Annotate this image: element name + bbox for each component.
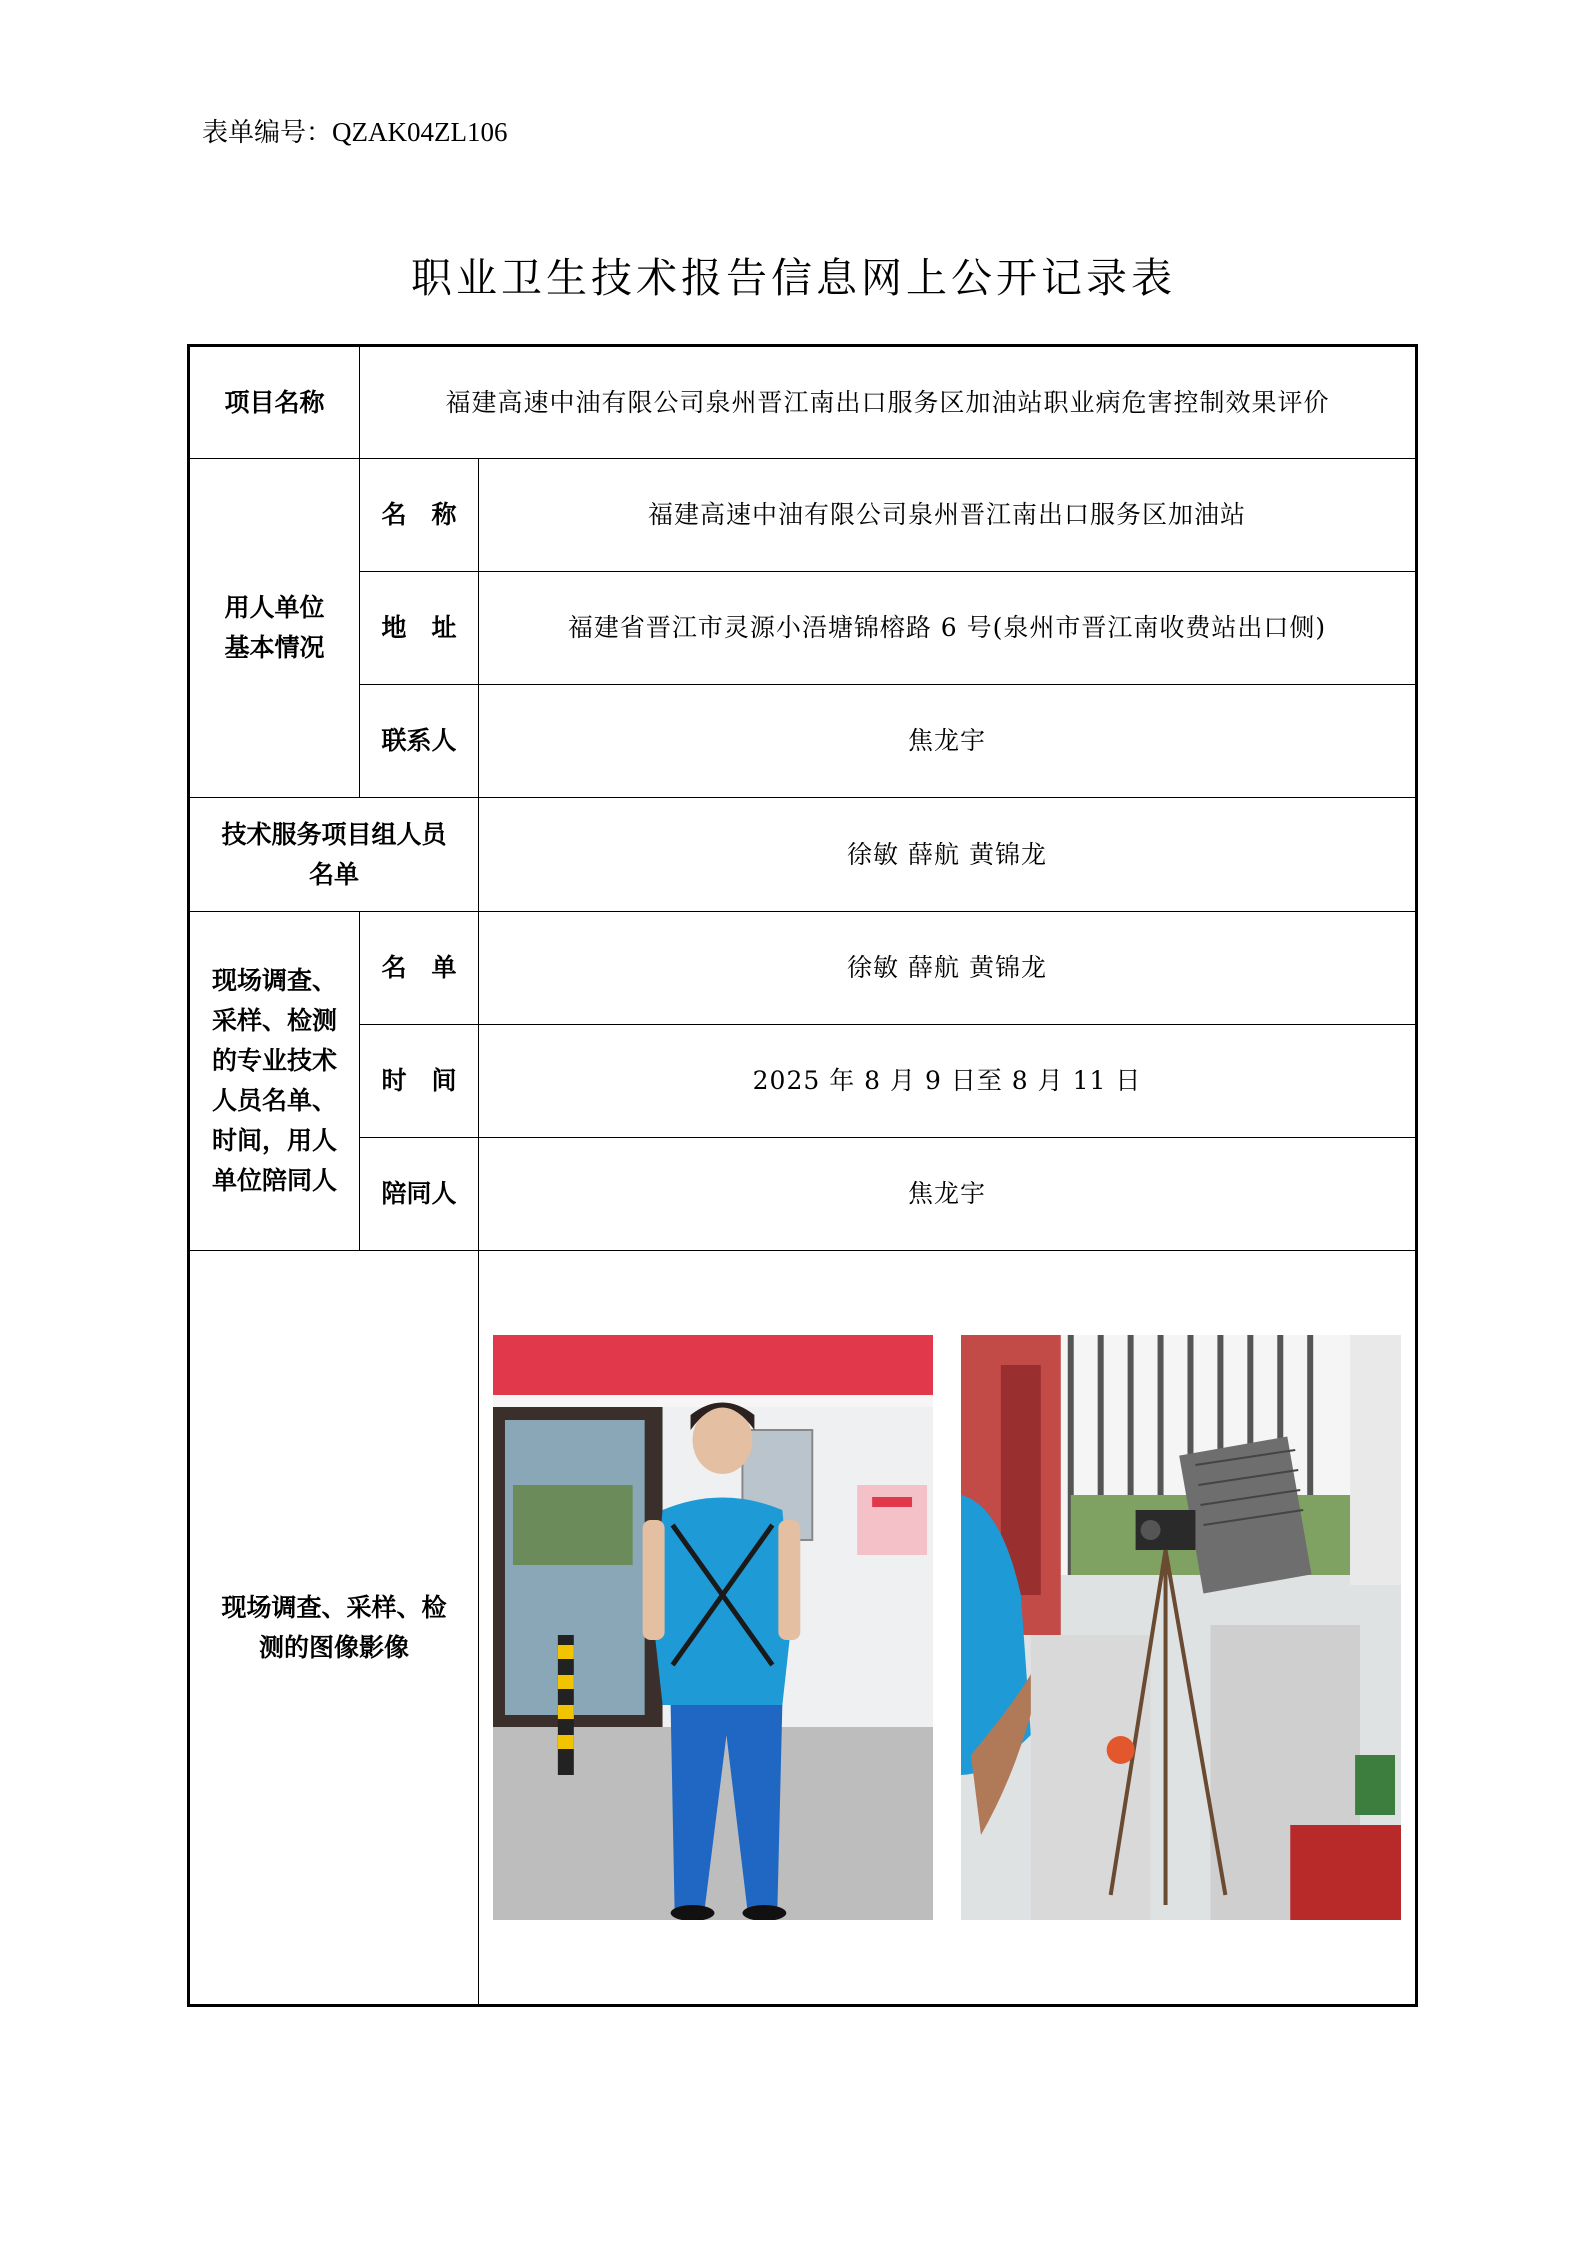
images-label (189, 1251, 479, 2006)
survey-time-value: 2025 年 8 月 9 日至 8 月 11 日 (479, 1025, 1417, 1138)
images-cell (479, 1251, 1417, 2006)
survey-label-line: 时间，用人 (211, 1126, 337, 1155)
survey-label (189, 912, 360, 1251)
record-table (187, 344, 1418, 2007)
survey-escort-value: 焦龙宇 (479, 1138, 1417, 1251)
employer-contact-value: 焦龙宇 (479, 685, 1417, 798)
employer-address-value: 福建省晋江市灵源小浯塘锦榕路 6 号(泉州市晋江南收费站出口侧) (479, 572, 1417, 685)
employer-label-line1: 用人单位 (224, 593, 325, 622)
row-images (189, 1251, 1417, 2006)
row-team (189, 798, 1417, 912)
survey-label-line: 现场调查、 (211, 966, 337, 995)
employer-label-line2: 基本情况 (224, 633, 325, 662)
row-survey-list (189, 912, 1417, 1025)
form-number (202, 112, 508, 149)
row-employer-contact (189, 685, 1417, 798)
employer-label (189, 459, 360, 798)
employer-name-value: 福建高速中油有限公司泉州晋江南出口服务区加油站 (479, 459, 1417, 572)
survey-label-line: 人员名单、 (211, 1086, 337, 1115)
row-survey-time (189, 1025, 1417, 1138)
survey-escort-label: 陪同人 (360, 1138, 479, 1251)
row-project-name (189, 346, 1417, 459)
row-survey-escort (189, 1138, 1417, 1251)
photo-sampling-tripod-equipment (961, 1335, 1401, 1920)
photo-row (479, 1335, 1415, 1920)
survey-label-line: 单位陪同人 (211, 1166, 337, 1195)
form-number-label: 表单编号： (202, 118, 333, 148)
team-value: 徐敏 薛航 黄锦龙 (479, 798, 1417, 912)
survey-time-label: 时 间 (360, 1025, 479, 1138)
images-label-line1: 现场调查、采样、检 (221, 1592, 447, 1622)
survey-label-line: 的专业技术 (211, 1046, 337, 1075)
team-label-line1: 技术服务项目组人员 (221, 819, 447, 849)
survey-list-label: 名 单 (360, 912, 479, 1025)
page-title: 职业卫生技术报告信息网上公开记录表 (411, 254, 1176, 302)
employer-name-label: 名 称 (360, 459, 479, 572)
row-employer-name (189, 459, 1417, 572)
survey-label-line: 采样、检测 (211, 1006, 337, 1035)
photo-worker-at-gas-station (493, 1335, 933, 1920)
employer-contact-label: 联系人 (360, 685, 479, 798)
form-number-code: QZAK04ZL106 (332, 117, 508, 147)
project-name-label: 项目名称 (189, 346, 360, 459)
survey-list-value: 徐敏 薛航 黄锦龙 (479, 912, 1417, 1025)
team-label-line2: 名单 (308, 859, 359, 889)
row-employer-address (189, 572, 1417, 685)
employer-address-label: 地 址 (360, 572, 479, 685)
images-label-line2: 测的图像影像 (258, 1632, 409, 1662)
project-name-value: 福建高速中油有限公司泉州晋江南出口服务区加油站职业病危害控制效果评价 (360, 346, 1417, 459)
team-label (189, 798, 479, 912)
